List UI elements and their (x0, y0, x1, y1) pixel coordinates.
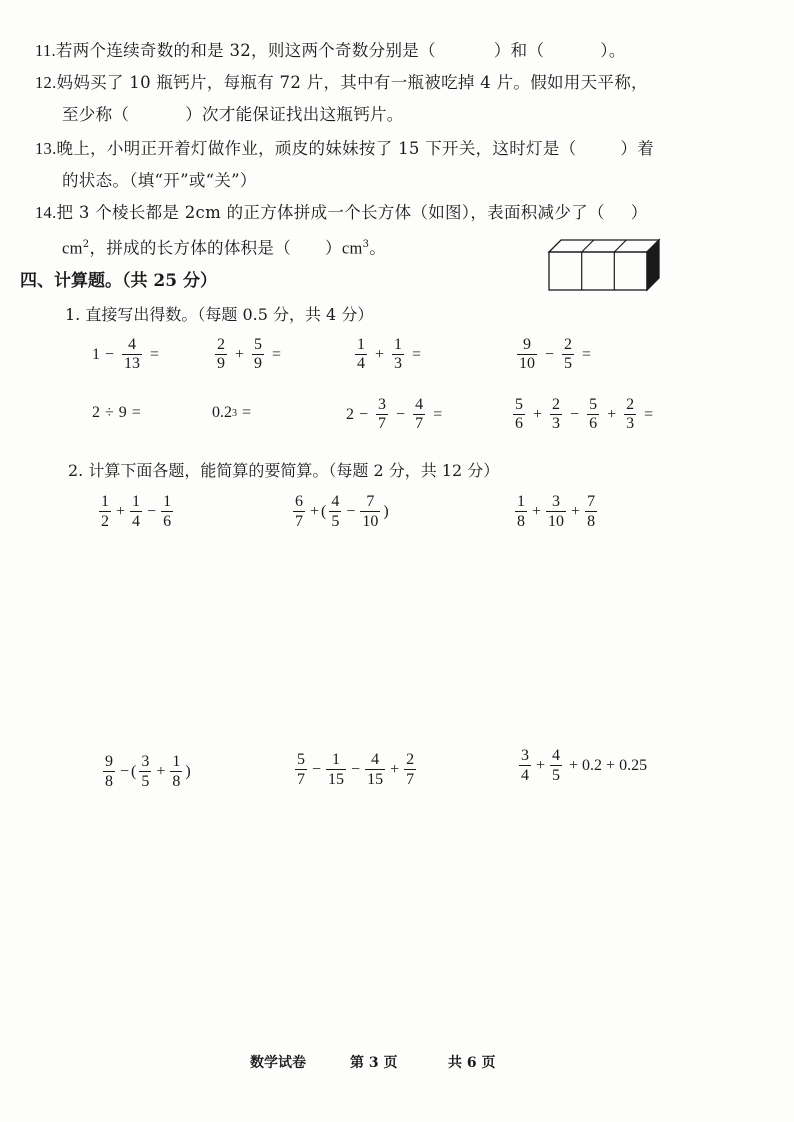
question-13-line2 (62, 170, 257, 192)
numerator: 1 (332, 751, 341, 768)
expr-2-4 (100, 752, 191, 791)
paren: ( (321, 502, 327, 520)
expr-1-3 (352, 336, 426, 373)
paren: ( (131, 762, 137, 780)
fraction (585, 492, 597, 531)
denominator: 5 (564, 355, 573, 372)
operator: = (131, 404, 141, 421)
denominator: 10 (548, 513, 565, 530)
operator: + (532, 502, 542, 520)
denominator: 5 (331, 513, 340, 530)
question-text: ）和（ (493, 41, 545, 60)
denominator: 8 (517, 513, 525, 530)
footer-page: 第 3 页 (350, 1055, 398, 1071)
cube-divider (614, 240, 626, 252)
numerator: 2 (552, 396, 561, 413)
numerator: 1 (163, 493, 172, 510)
section-title: 四、计算题。（共 25 分） (20, 271, 217, 291)
number: 9 (118, 404, 127, 421)
denominator: 7 (378, 415, 387, 432)
operator: + (310, 502, 320, 520)
denominator: 9 (217, 355, 225, 372)
denominator: 4 (521, 767, 529, 784)
expr-1-4 (514, 336, 596, 373)
expr-1-7 (346, 396, 447, 433)
question-text: ）次才能保证找出这瓶钙片。 (185, 105, 404, 124)
numerator: 4 (371, 751, 380, 768)
numerator: 1 (101, 493, 109, 510)
numerator: 2 (626, 396, 635, 413)
question-number: 13. (35, 139, 57, 158)
numerator: 1 (394, 336, 403, 353)
numerator: 3 (378, 396, 387, 413)
fraction (519, 746, 531, 785)
operator: − (346, 502, 356, 520)
denominator: 15 (367, 771, 384, 788)
question-14-line2 (62, 234, 386, 260)
fraction (329, 492, 341, 531)
fraction (360, 492, 380, 531)
fraction (562, 336, 574, 373)
question-text: 晚上，小明正开着灯做作业，顽皮的妹妹按了 15 下开关，这时灯是（ (56, 139, 577, 158)
fraction (252, 336, 264, 373)
fraction (392, 336, 404, 373)
denominator: 9 (254, 355, 263, 372)
expr-2-6 (516, 746, 647, 785)
operator: + (571, 502, 581, 520)
denominator: 4 (132, 513, 141, 530)
fraction (513, 396, 525, 433)
numerator: 2 (217, 336, 225, 353)
fraction (376, 396, 388, 433)
numerator: 2 (406, 751, 415, 768)
fraction (103, 752, 115, 791)
operator: − (545, 345, 555, 363)
operator: − (105, 345, 115, 363)
numerator: 3 (141, 753, 150, 770)
numerator: 4 (415, 396, 424, 413)
fraction (215, 336, 227, 373)
fraction (550, 746, 562, 785)
fraction (546, 492, 566, 531)
fraction (355, 336, 367, 373)
operator: − (570, 405, 580, 423)
expr-2-5 (292, 750, 419, 789)
fraction (515, 492, 527, 531)
numerator: 6 (295, 493, 303, 510)
expr-1-5 (92, 404, 146, 422)
question-12-line2 (62, 104, 404, 126)
question-text: ）着 (620, 139, 655, 158)
number: 2 (92, 404, 100, 421)
operator: = (150, 345, 160, 363)
numerator: 1 (172, 753, 181, 770)
unit-exponent: 2 (82, 239, 90, 250)
operator: + (533, 405, 543, 423)
fraction (550, 396, 562, 433)
numerator: 1 (132, 493, 141, 510)
expr-1-2 (212, 336, 286, 373)
footer-subject: 数学试卷 (250, 1055, 306, 1071)
numerator: 4 (128, 336, 137, 353)
question-text: 把 3 个棱长都是 2cm 的正方体拼成一个长方体（如图），表面积减少了（ (56, 203, 605, 222)
numerator: 1 (357, 336, 365, 353)
numerator: 7 (366, 493, 375, 510)
fraction (413, 396, 425, 433)
part-1-title: 1. 直接写出得数。（每题 0.5 分，共 4 分） (65, 305, 374, 324)
number: 1 (92, 345, 100, 363)
operator: − (147, 502, 157, 520)
denominator: 10 (519, 355, 535, 372)
operator: = (412, 345, 422, 363)
denominator: 10 (362, 513, 379, 530)
number: 0.2 (212, 404, 232, 421)
unit-exponent: 3 (362, 239, 370, 250)
denominator: 5 (552, 767, 561, 784)
denominator: 7 (406, 771, 415, 788)
fraction (122, 336, 142, 373)
numerator: 4 (331, 493, 340, 510)
numerator: 4 (552, 747, 561, 764)
expr-1-8 (510, 396, 658, 433)
denominator: 2 (101, 513, 109, 530)
operator: − (359, 405, 369, 423)
fraction (365, 750, 385, 789)
expression-tail: + 0.2 + 0.25 (569, 756, 648, 774)
denominator: 6 (589, 415, 598, 432)
unit-text: cm (62, 238, 83, 258)
question-12 (35, 72, 648, 94)
denominator: 4 (357, 355, 365, 372)
fraction (517, 336, 537, 373)
question-14 (35, 202, 648, 224)
denominator: 3 (552, 415, 561, 432)
numerator: 5 (589, 396, 598, 413)
question-text: ）。 (600, 41, 626, 60)
expr-1-6 (212, 404, 256, 422)
expr-2-1 (96, 492, 176, 531)
numerator: 5 (297, 751, 305, 768)
question-13 (35, 138, 654, 160)
denominator: 13 (124, 355, 141, 372)
numerator: 5 (254, 336, 263, 353)
question-11 (35, 40, 626, 62)
fraction (139, 752, 151, 791)
operator: + (536, 756, 546, 774)
question-text: 若两个连续奇数的和是 32，则这两个奇数分别是（ (55, 41, 436, 60)
question-text: 至少称（ (62, 105, 130, 124)
fraction (99, 492, 111, 531)
numerator: 2 (564, 336, 573, 353)
fraction (130, 492, 142, 531)
paren: ) (185, 762, 191, 780)
question-text: ，拼成的长方体的体积是（ (89, 238, 292, 258)
question-text: 。 (369, 238, 387, 258)
operator: + (156, 762, 166, 780)
operator: = (433, 405, 443, 423)
numerator: 9 (105, 753, 113, 770)
operator: − (396, 405, 406, 423)
operator: ÷ (105, 404, 114, 421)
operator: = (272, 345, 282, 363)
question-number: 11. (35, 41, 56, 60)
exponent: 3 (232, 407, 237, 419)
fraction (161, 492, 173, 531)
fraction (587, 396, 599, 433)
paren: ) (383, 502, 389, 520)
question-number: 12. (35, 73, 57, 92)
question-text: ） (630, 203, 648, 222)
operator: + (607, 405, 617, 423)
denominator: 3 (394, 355, 403, 372)
fraction (404, 750, 416, 789)
denominator: 15 (328, 771, 345, 788)
numerator: 3 (552, 493, 561, 510)
cuboid-front-face (549, 252, 647, 290)
denominator: 3 (626, 415, 635, 432)
operator: + (390, 760, 400, 778)
operator: + (235, 345, 245, 363)
numerator: 5 (515, 396, 523, 413)
operator: − (351, 760, 361, 778)
operator: + (375, 345, 385, 363)
cube-divider (582, 240, 594, 252)
operator: − (120, 762, 130, 780)
question-text: 妈妈买了 10 瓶钙片，每瓶有 72 片，其中有一瓶被吃掉 4 片。假如用天平称， (56, 73, 648, 92)
question-text: ）cm (325, 238, 363, 258)
fraction (624, 396, 636, 433)
denominator: 8 (105, 773, 113, 790)
cuboid-top-face (549, 240, 659, 252)
operator: + (116, 502, 126, 520)
denominator: 8 (172, 773, 181, 790)
denominator: 7 (297, 771, 305, 788)
denominator: 5 (141, 773, 150, 790)
expr-1-1 (92, 336, 164, 373)
fraction (295, 750, 307, 789)
denominator: 8 (587, 513, 596, 530)
question-number: 14. (35, 203, 57, 222)
numerator: 9 (523, 336, 531, 353)
denominator: 6 (163, 513, 172, 530)
denominator: 7 (295, 513, 303, 530)
operator: = (644, 405, 654, 423)
operator: − (312, 760, 322, 778)
expr-2-3 (512, 492, 600, 531)
denominator: 7 (415, 415, 424, 432)
footer-total: 共 6 页 (448, 1055, 496, 1071)
cuboid-side-face (647, 240, 659, 290)
numerator: 3 (521, 747, 529, 764)
fraction (326, 750, 346, 789)
part-2-title: 2. 计算下面各题，能简算的要简算。（每题 2 分，共 12 分） (68, 461, 500, 480)
expr-2-2 (290, 492, 389, 531)
question-text: 的状态。（填“开”或“关”） (62, 171, 257, 190)
number: 2 (346, 405, 354, 423)
numerator: 7 (587, 493, 596, 510)
denominator: 6 (515, 415, 523, 432)
operator: = (582, 345, 592, 363)
numerator: 1 (517, 493, 525, 510)
operator: = (242, 404, 252, 421)
fraction (170, 752, 182, 791)
cuboid-figure (545, 238, 665, 294)
fraction (293, 492, 305, 531)
